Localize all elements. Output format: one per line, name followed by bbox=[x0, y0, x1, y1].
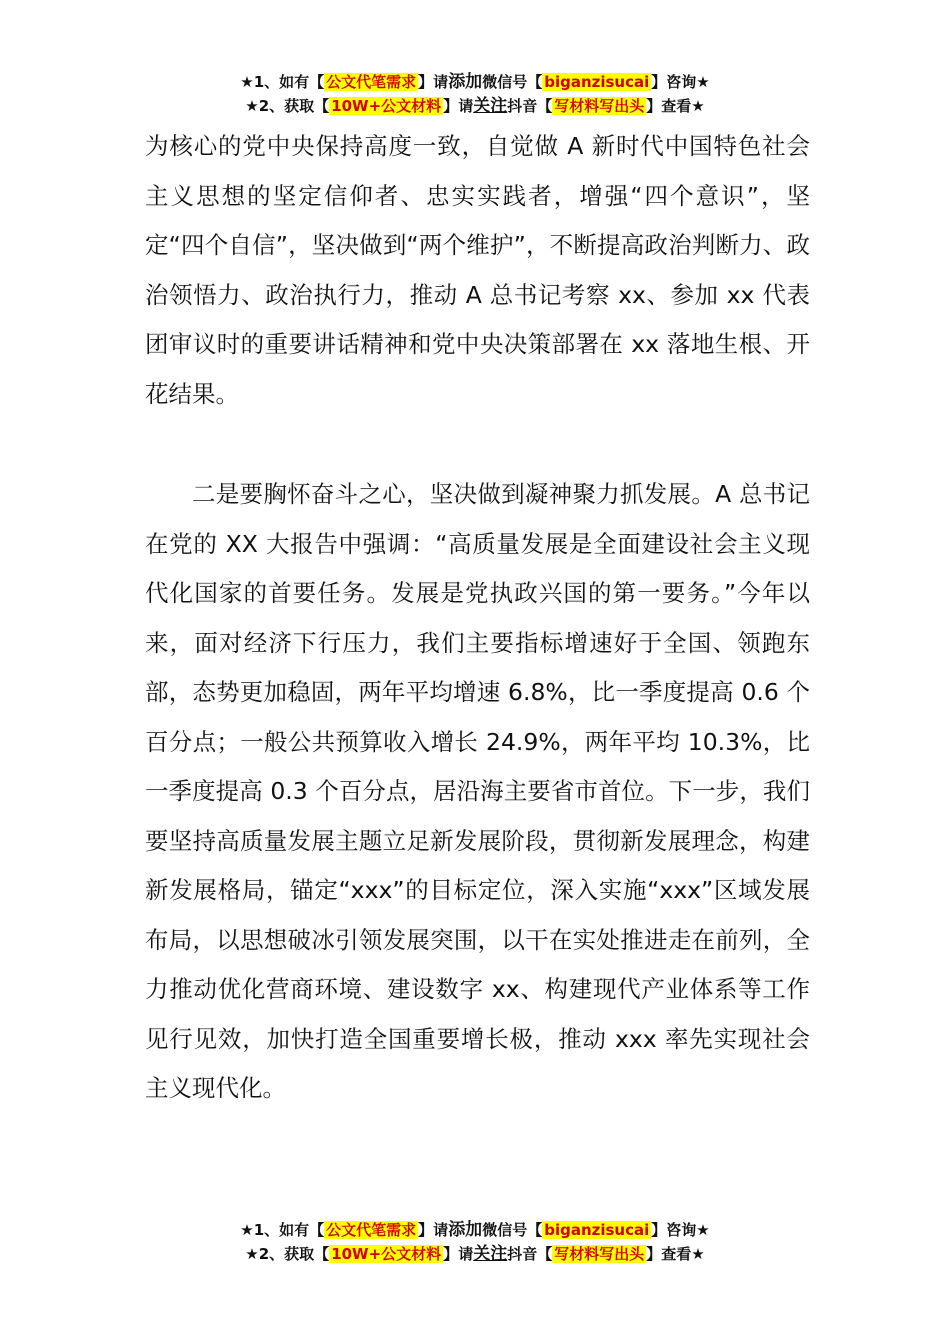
banner-text: ★1、如有【 bbox=[240, 1221, 325, 1239]
banner-text: 微信号【 bbox=[482, 73, 543, 91]
paragraph-text: 二是要胸怀奋斗之心，坚决做到凝神聚力抓发展。A 总书记在党的 XX 大报告中强调：“高质量发展是全面建设社会主义现代化国家的首要任务。发展是党执政兴国的第一要务。”今年以来，面对经济下行压力，我们主要指标增速好于全国、领跑东部，态势更加稳固，两年平均增速 6.8%，比一季度提高 0.6 个百分点；一般公共预算收入增长 24.9%，两年平均 10.3%，比一季度提高 0.3 个百分点，居沿海主要省市首位。下一步，我们要坚持高质量发展主题立足新发展阶段，贯彻新发展理念，构建新发展格局，锚定“xxx”的目标定位，深入实施“xxx”区域发展布局，以思想破冰引领发展突围，以干在实处推进走在前列，全力推动优化营商环境、建设数字 xx、构建现代产业体系等工作见行见效，加快打造全国重要增长极，推动 xxx 率先实现社会主义现代化。 bbox=[145, 480, 810, 1102]
banner-line-2 bbox=[0, 94, 950, 118]
banner-text: ★1、如有【 bbox=[240, 73, 325, 91]
banner-text: 】请 bbox=[418, 73, 449, 91]
highlight-wechat-id: biganzisucai bbox=[544, 1221, 650, 1239]
highlight-douyin-account: 写材料写出头 bbox=[554, 97, 645, 115]
banner-text: 抖音【 bbox=[507, 1245, 553, 1263]
banner-text: 】请 bbox=[443, 97, 474, 115]
header-banner bbox=[0, 70, 950, 118]
banner-text: 】查看★ bbox=[646, 97, 705, 115]
highlight-douyin-account: 写材料写出头 bbox=[554, 1245, 645, 1263]
banner-text: ★2、获取【 bbox=[245, 97, 330, 115]
footer-banner bbox=[0, 1218, 950, 1266]
banner-line-2 bbox=[0, 1242, 950, 1266]
banner-text: ★2、获取【 bbox=[245, 1245, 330, 1263]
highlight-wechat-id: biganzisucai bbox=[544, 73, 650, 91]
banner-line-1 bbox=[0, 1218, 950, 1242]
body-paragraph-2 bbox=[145, 470, 810, 1114]
highlight-materials: 10W+公文材料 bbox=[331, 1245, 442, 1263]
banner-text: 】请 bbox=[443, 1245, 474, 1263]
body-paragraph-1 bbox=[145, 122, 810, 419]
banner-text: 】查看★ bbox=[646, 1245, 705, 1263]
banner-text: 】咨询★ bbox=[651, 73, 710, 91]
banner-emphasis: 添加 bbox=[448, 72, 483, 92]
highlight-service: 公文代笔需求 bbox=[326, 1221, 417, 1239]
banner-text: 】咨询★ bbox=[651, 1221, 710, 1239]
banner-line-1 bbox=[0, 70, 950, 94]
banner-text: 微信号【 bbox=[482, 1221, 543, 1239]
banner-emphasis: 关注 bbox=[473, 1244, 508, 1264]
banner-emphasis: 关注 bbox=[473, 96, 508, 116]
banner-emphasis: 添加 bbox=[448, 1220, 483, 1240]
highlight-materials: 10W+公文材料 bbox=[331, 97, 442, 115]
banner-text: 抖音【 bbox=[507, 97, 553, 115]
paragraph-text: 为核心的党中央保持高度一致，自觉做 A 新时代中国特色社会主义思想的坚定信仰者、忠实实践者，增强“四个意识”，坚定“四个自信”，坚决做到“两个维护”，不断提高政治判断力、政治领悟力、政治执行力，推动 A 总书记考察 xx、参加 xx 代表团审议时的重要讲话精神和党中央决策部署在 xx 落地生根、开花结果。 bbox=[145, 132, 810, 408]
highlight-service: 公文代笔需求 bbox=[326, 73, 417, 91]
banner-text: 】请 bbox=[418, 1221, 449, 1239]
